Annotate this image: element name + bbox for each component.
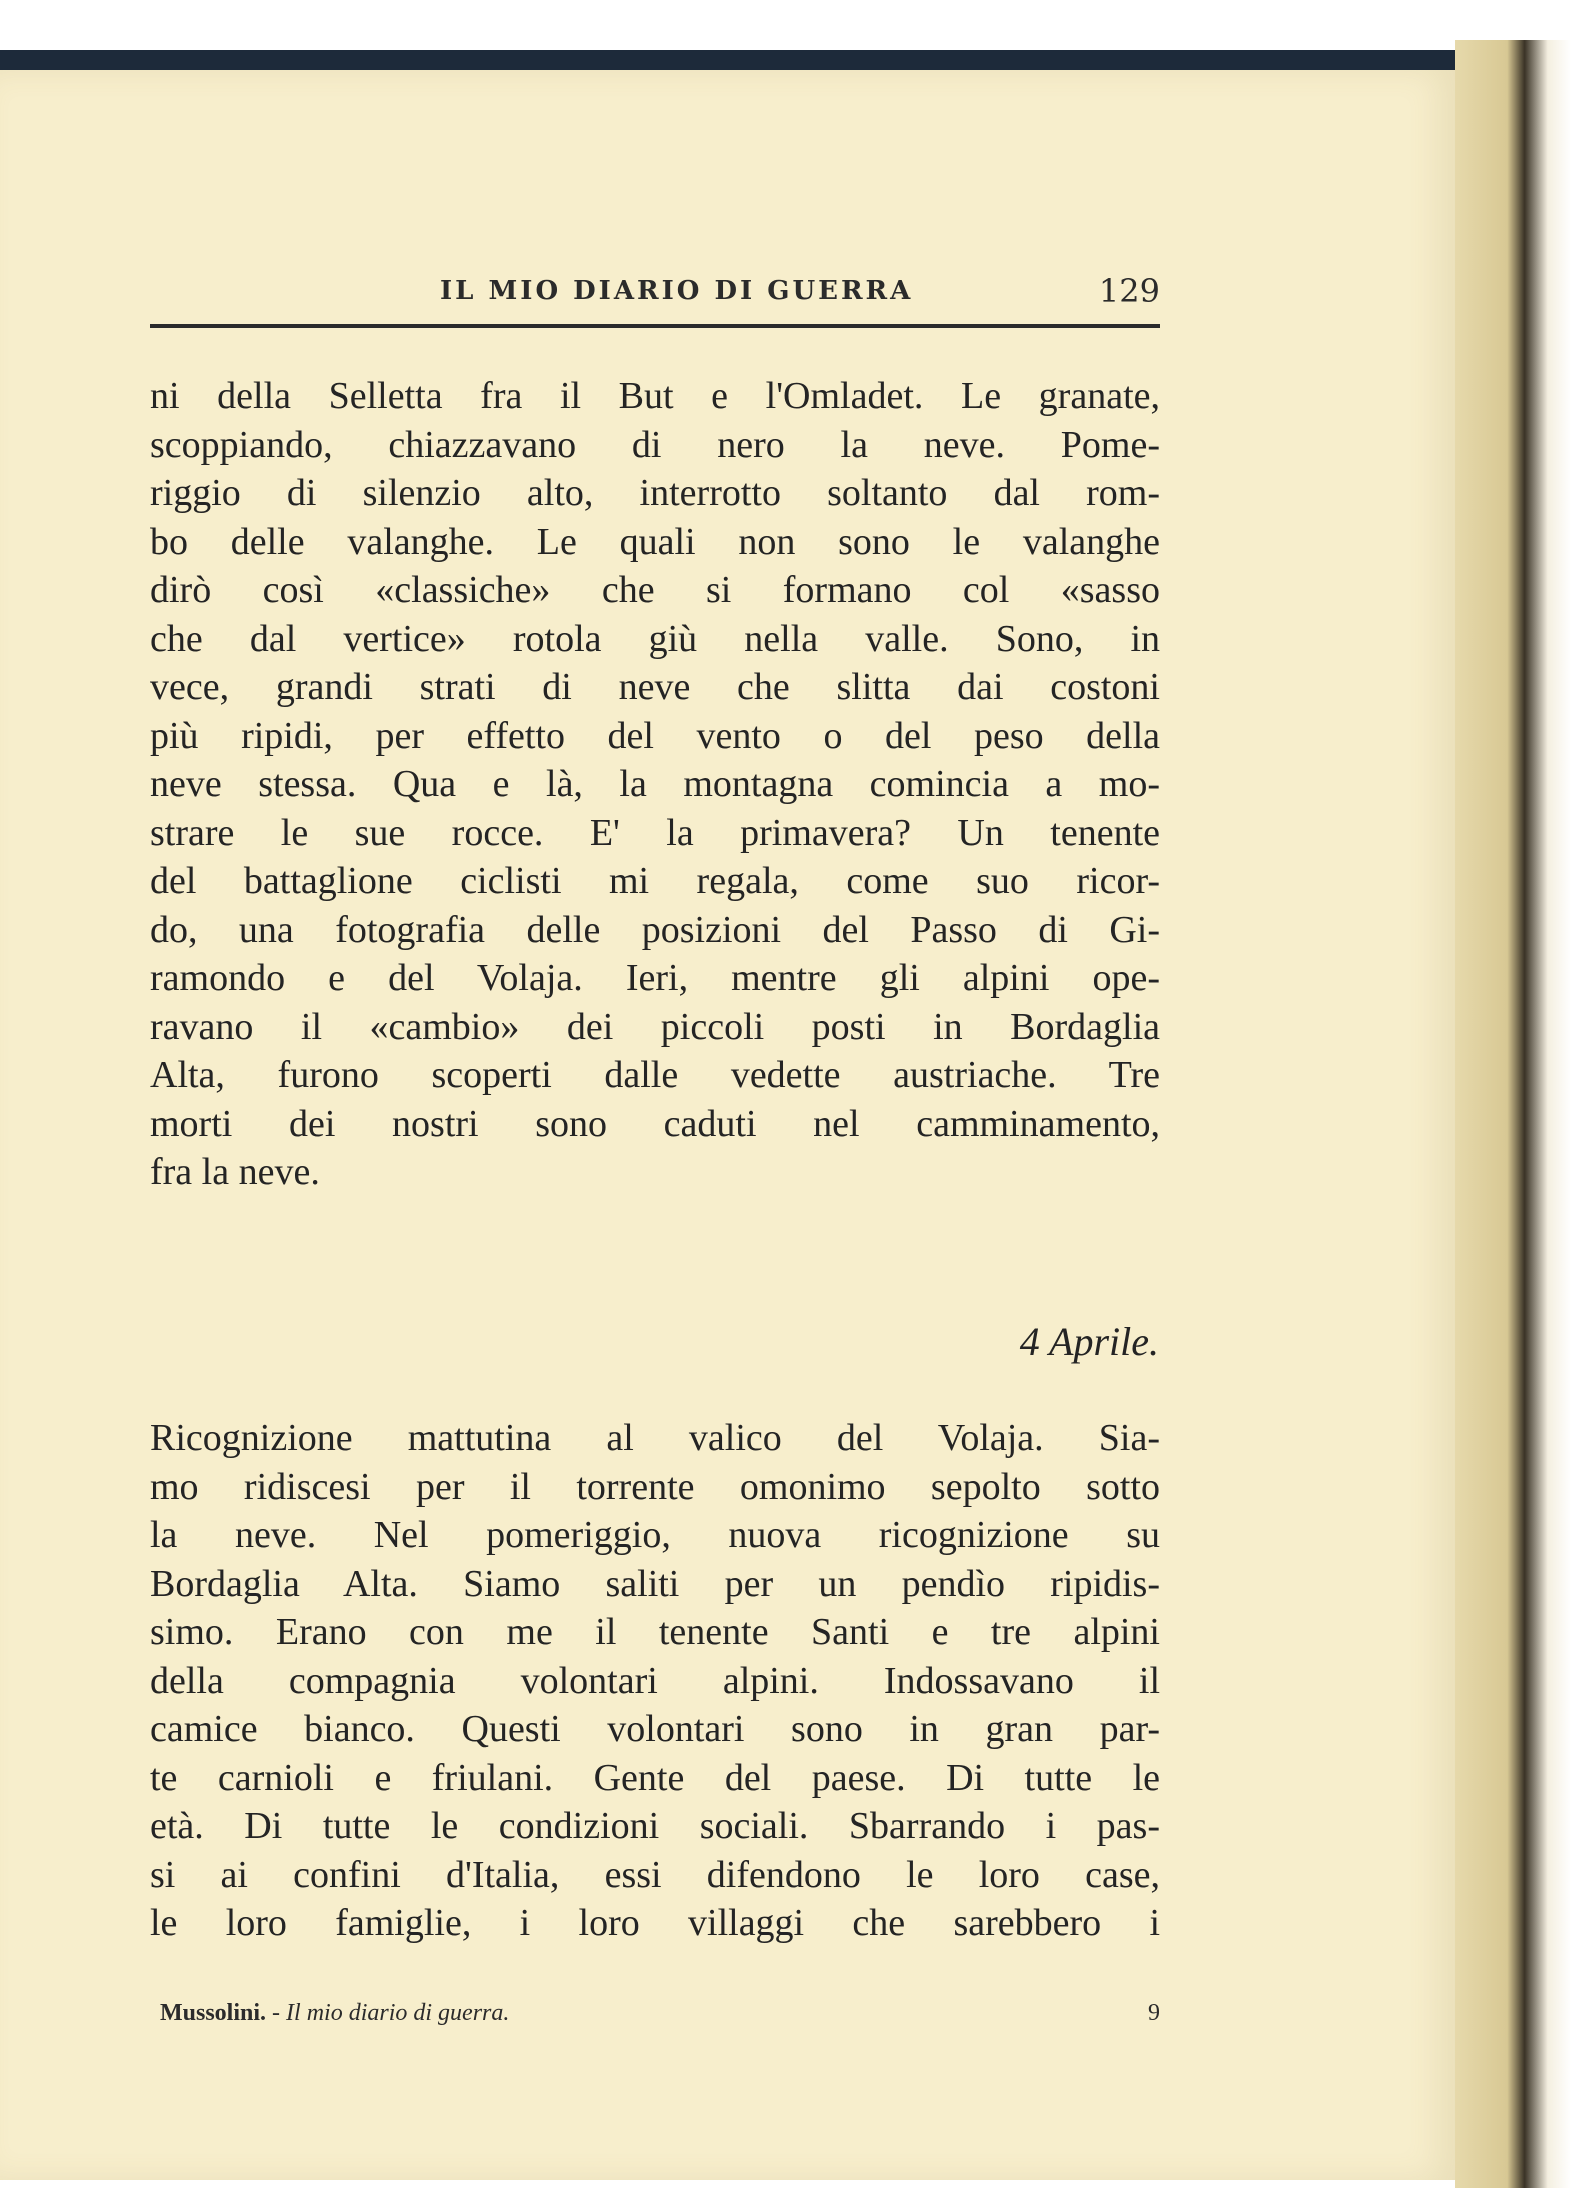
text-line: ramondo e del Volaja. Ieri, mentre gli alpini ope- bbox=[150, 957, 1160, 999]
text-line: le loro famiglie, i loro villaggi che sarebbero i bbox=[150, 1902, 1160, 1944]
text-line: la neve. Nel pomeriggio, nuova ricognizione su bbox=[150, 1514, 1160, 1556]
text-line: si ai confini d'Italia, essi difendono le loro case, bbox=[150, 1853, 1160, 1896]
text-line: della compagnia volontari alpini. Indossavano il bbox=[150, 1659, 1160, 1702]
text-line: Ricognizione mattutina al valico del Volaja. Sia- bbox=[150, 1417, 1160, 1459]
text-line: dirò così «classiche» che si formano col «sasso bbox=[150, 569, 1160, 611]
text-line: più ripidi, per effetto del vento o del peso della bbox=[150, 714, 1160, 757]
text-line: ni della Selletta fra il But e l'Omladet. Le granate, bbox=[150, 375, 1160, 417]
text-line: do, una fotografia delle posizioni del Passo di Gi- bbox=[150, 908, 1160, 951]
text-line: camice bianco. Questi volontari sono in gran par- bbox=[150, 1708, 1160, 1750]
text-line: vece, grandi strati di neve che slitta dai costoni bbox=[150, 666, 1160, 708]
text-line: morti dei nostri sono caduti nel camminamento, bbox=[150, 1102, 1160, 1145]
paragraph-1 bbox=[150, 372, 1160, 1197]
text-line: simo. Erano con me il tenente Santi e tre alpini bbox=[150, 1611, 1160, 1653]
text-line: riggio di silenzio alto, interrotto soltanto dal rom- bbox=[150, 472, 1160, 514]
text-line: te carnioli e friulani. Gente del paese. Di tutte le bbox=[150, 1756, 1160, 1799]
footer-signature: 9 bbox=[1148, 2000, 1160, 2026]
footer-separator: - bbox=[266, 2000, 287, 2026]
text-line: ravano il «cambio» dei piccoli posti in Bordaglia bbox=[150, 1005, 1160, 1048]
text-line: del battaglione ciclisti mi regala, come suo ricor- bbox=[150, 860, 1160, 902]
running-title: IL MIO DIARIO DI GUERRA bbox=[440, 276, 914, 306]
date-heading: 4 Aprile. bbox=[1019, 1319, 1159, 1364]
text-line: neve stessa. Qua e là, la montagna comincia a mo- bbox=[150, 763, 1160, 805]
footer-title: Il mio diario di guerra. bbox=[286, 2000, 510, 2026]
text-line: Bordaglia Alta. Siamo saliti per un pendìo ripidis- bbox=[150, 1562, 1160, 1605]
header-rule bbox=[150, 324, 1160, 328]
page-footer bbox=[160, 2000, 1160, 2040]
text-line: età. Di tutte le condizioni sociali. Sbarrando i pas- bbox=[150, 1805, 1160, 1847]
text-line: bo delle valanghe. Le quali non sono le valanghe bbox=[150, 520, 1160, 563]
paragraph-2 bbox=[150, 1414, 1160, 1948]
text-line: mo ridiscesi per il torrente omonimo sepolto sotto bbox=[150, 1465, 1160, 1508]
text-line: Alta, furono scoperti dalle vedette austriache. Tre bbox=[150, 1054, 1160, 1096]
text-line: fra la neve. bbox=[150, 1151, 320, 1193]
text-line: scoppiando, chiazzavano di nero la neve. Pome- bbox=[150, 423, 1160, 466]
page-number: 129 bbox=[1098, 272, 1160, 310]
book-spine bbox=[1455, 40, 1571, 2188]
page-header bbox=[150, 262, 1160, 322]
text-line: che dal vertice» rotola giù nella valle. Sono, in bbox=[150, 617, 1160, 660]
footer-author: Mussolini. bbox=[160, 2000, 267, 2026]
text-line: strare le sue rocce. E' la primavera? Un tenente bbox=[150, 811, 1160, 854]
